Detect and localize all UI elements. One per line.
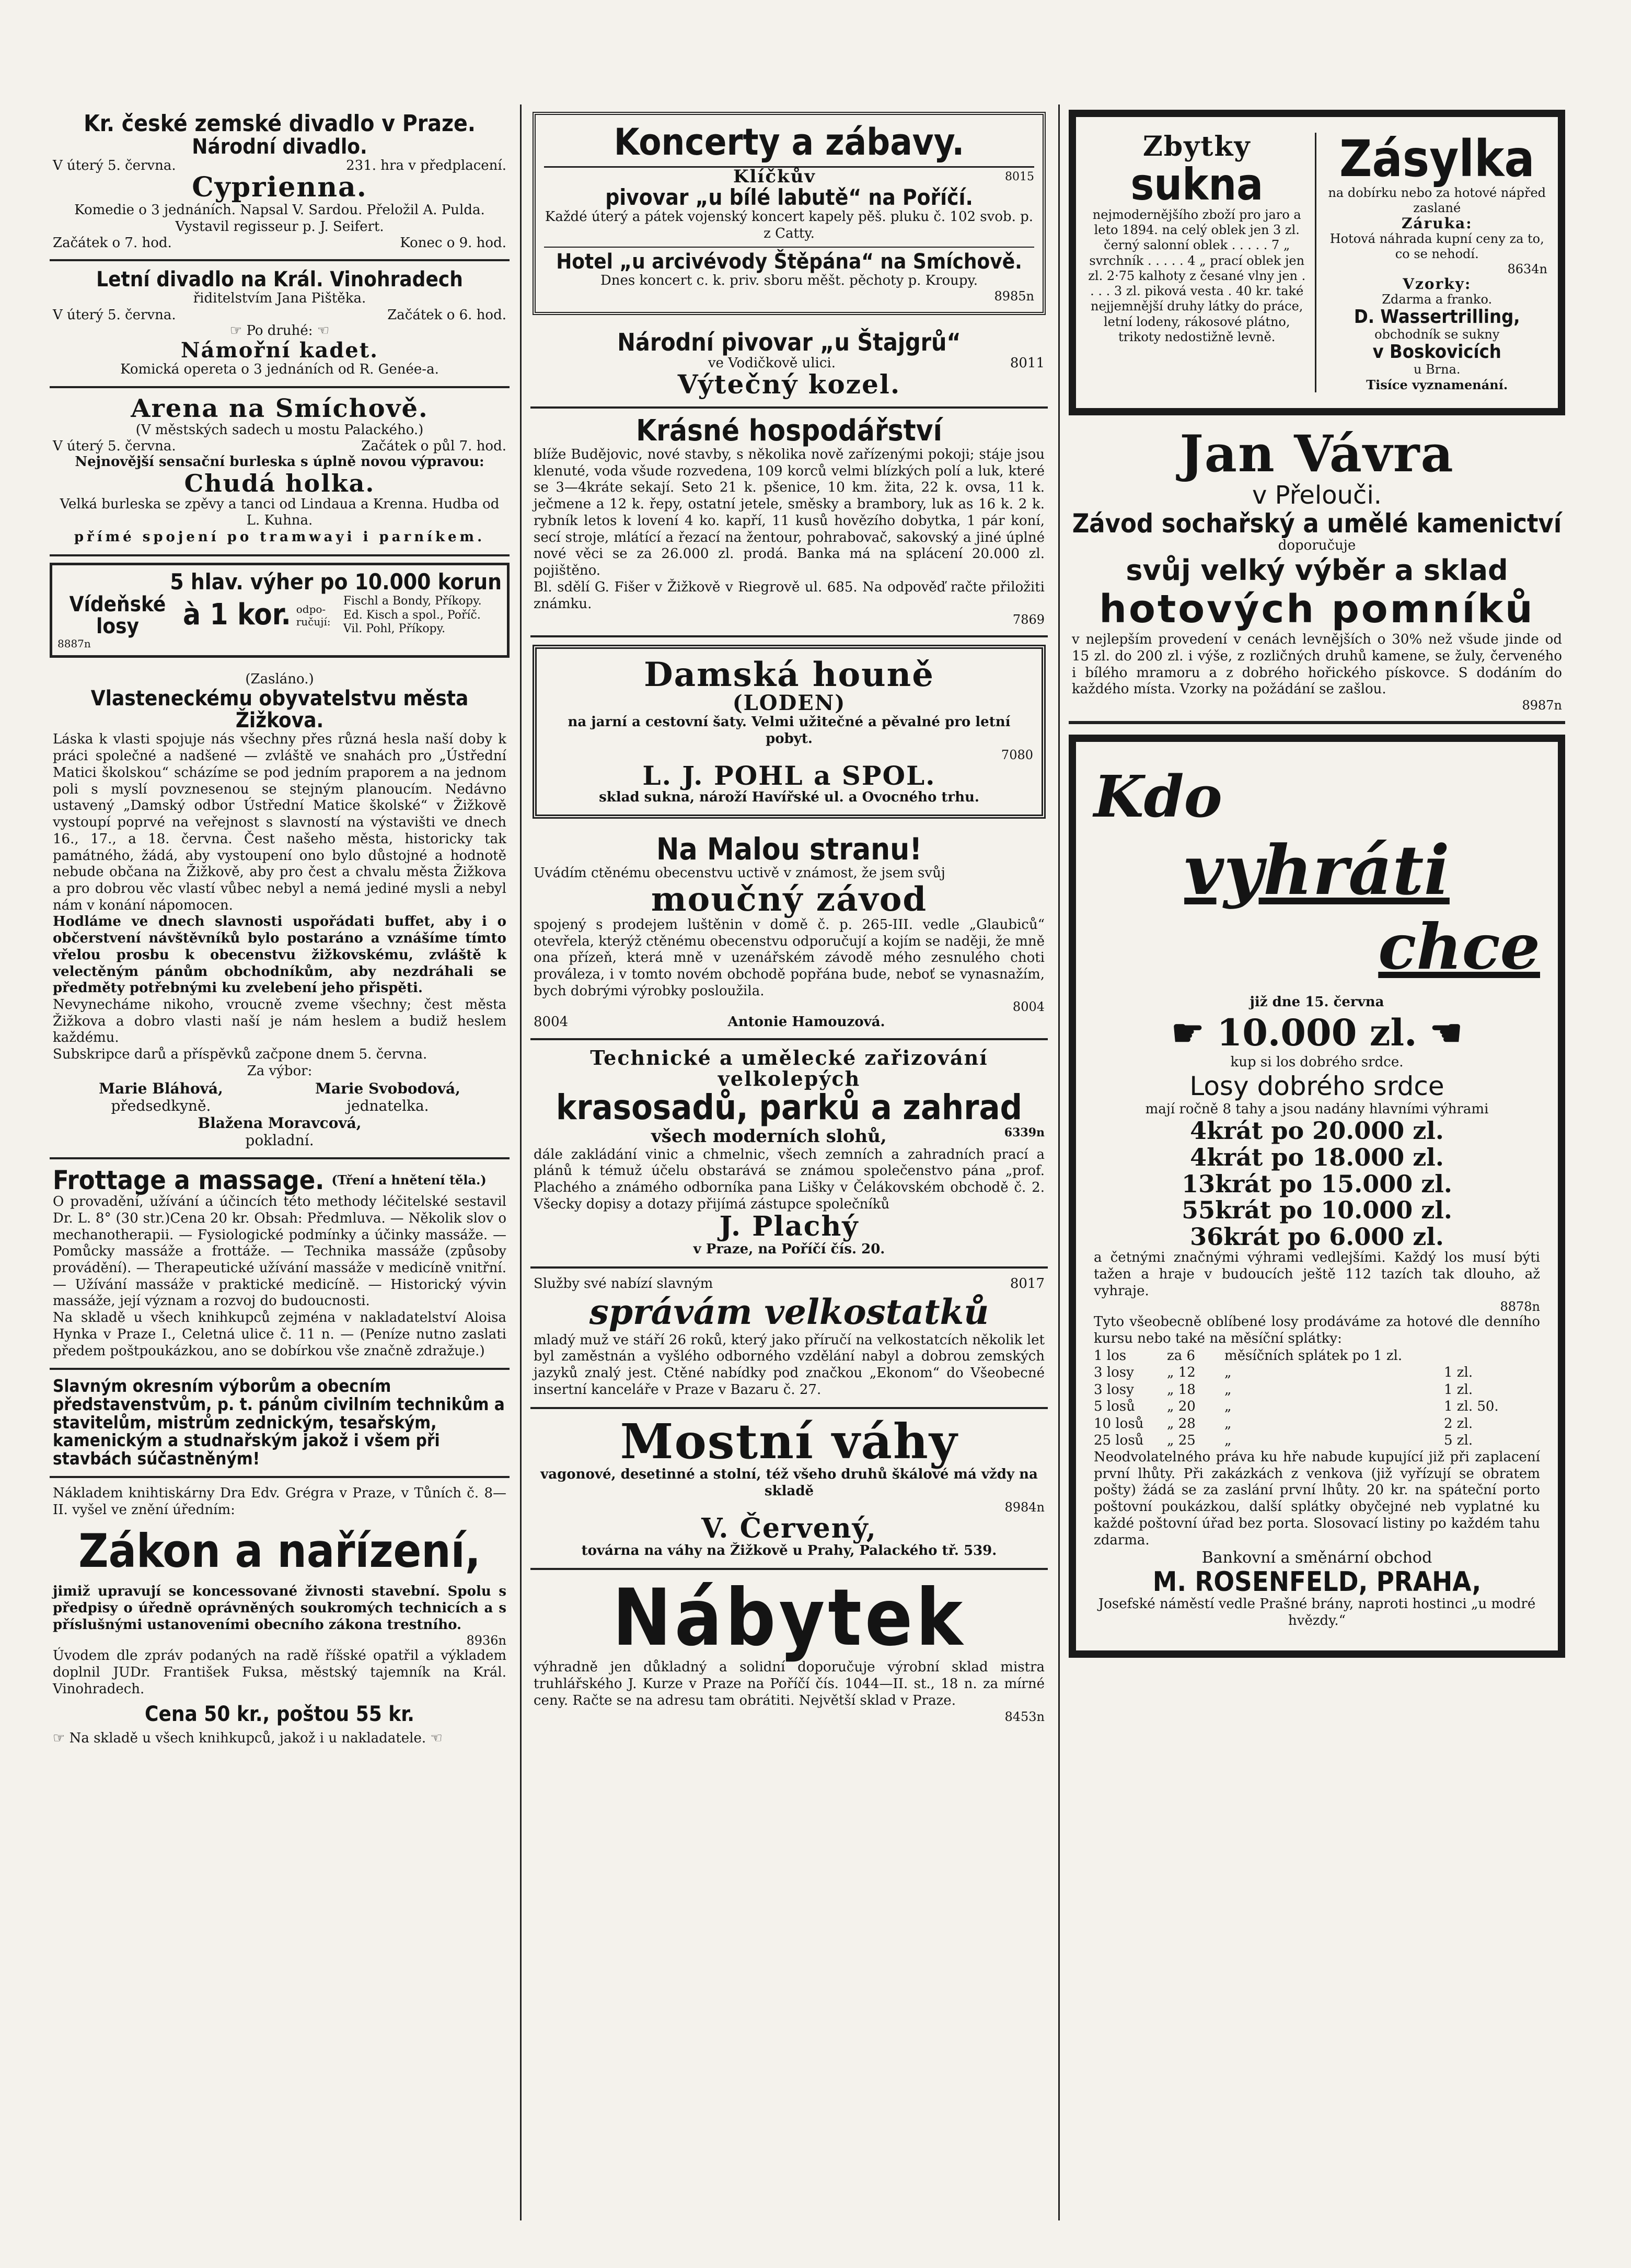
table-row: [1094, 1415, 1540, 1433]
ad-number: 8011: [1010, 355, 1045, 371]
role: předsedkyně.: [111, 1097, 211, 1114]
ad-number: 8987n: [1522, 698, 1562, 713]
director: řiditelstvím Jana Pištěka.: [193, 290, 366, 307]
date-row: [53, 307, 506, 323]
ad-title: Damská houně: [644, 655, 934, 695]
price-list: nejmodernějšího zboží pro jaro a leto 1894. na celý oblek jen 3 zl. černý salonní oblek . . . . . 7 „ svrchník . . . . . 4 „ prací oblek jen zl. 2·75 kalhoty z česané vlny jen . . . . 3 zl. piková vesta . 40 kr. také nejjemnější druhy látky do práce, letní lodeny, rákosové plátno, trikoty nedostižně levně.: [1088, 207, 1306, 344]
ad-title: Zbytky: [1142, 131, 1251, 162]
table-cell: „: [1224, 1381, 1232, 1398]
paragraph: Na skladě u všech knihkupců zejména v nakladatelství Aloisa Hynka v Praze I., Celetná ulice č. 11 n. — (Peníze nutno zaslati předem poštpoukázkou, ano se dobírkou vše značně zdražuje.): [53, 1310, 506, 1359]
table-cell: 10 losů: [1094, 1415, 1144, 1432]
sklad-text: Na skladě u všech knihkupců, jakož i u nakladatele.: [69, 1730, 426, 1746]
draw-date: již dne 15. června: [1250, 994, 1384, 1010]
ad-title: Frottage a massage.: [53, 1165, 325, 1195]
ad-zbytky-sukna: [1069, 110, 1565, 415]
ad-number: 8004: [1012, 999, 1045, 1015]
paragraph: dále zakládání vinic a chmelnic, všech zemních a zahradních prací a plánů k témuž účelu obstarává se známou společenstvo pána „prof. Plachého a známého odborníka pana Lišky v Čelákovském obchodě č. 2. Všecky dopisy a dotazy přijímá zástupce společníků: [534, 1146, 1045, 1212]
ad-title: vyhráti: [1184, 830, 1450, 911]
firm: V. Červený,: [701, 1512, 877, 1544]
address: sklad sukna, nároží Havířské ul. a Ovocného trhu.: [599, 789, 979, 806]
ad-frottage: [50, 1159, 510, 1370]
ad-number: 8017: [1010, 1275, 1045, 1292]
win-line: 4krát po 18.000 zl.: [1190, 1143, 1444, 1171]
ad-subtitle: (LODEN): [732, 691, 846, 716]
paragraph: spojený s prodejem luštěnin v domě č. p. 265-III. vedle „Glaubiců“ otevřela, kterýž ctěnému obecenstvu odporučují a kojím se naději, že mně ona přízeň, která mně v uzenářském závodě mého zesnulého choti prováleza, i v tomto novém obchodě popřána bude, neboť se vynasnažím, bych dobrými výrobky posloužila.: [534, 916, 1045, 999]
contact: Bl. sdělí G. Fišer v Žižkově v Riegrově ul. 685. Na odpověď račte přiložiti známku.: [534, 579, 1045, 612]
second-label: Po druhé:: [246, 322, 313, 339]
ad-letni-divadlo: [50, 261, 510, 388]
firms: [343, 595, 502, 636]
guarantee-label: Záruka:: [1401, 215, 1473, 232]
paragraph: mladý muž ve stáří 26 roků, který jako příručí na velkostatcích několik let byl zaměstnán a vyšlého odborného vzdělání nabyl a dobrou zemských jazyků znalý jest. Ctěné nabídky pod značkou „Ekonom“ do Všeobecné insertní kanceláře v Praze v Bazaru č. 27.: [534, 1332, 1045, 1398]
paragraph: blíže Budějovic, nové stavby, s několika nově zařízenými pokoji; stáje jsou klenuté, voda všude rozvedena, 109 korců velmi blízkých polí a luk, které se 3—4kráte sekají. Seto 21 k. pšenice, 10 km. žita, 22 k. ovsa, 11 k. ječmene a 12 k. řepy, ostatní jetele, směsky a brambory, luk as 16 k. 2 k. rybník letos k lovení 4 ko. kapří, 11 kusů hovězího dobytka, 1 pár koní, secí stroje, mlátící a řezací na žentour, pohrabovač, sakovský a jiné úplné nové věci se za 26.000 zl. prodá. Banka má na splácení 20.000 zl. pojištěno.: [534, 447, 1045, 579]
pointing-hand-icon: ☞: [229, 322, 247, 339]
second-performance: [53, 323, 506, 340]
venue-description: Každé úterý a pátek vojenský koncert kapely pěš. pluku č. 102 svob. p. z Catty.: [544, 209, 1034, 247]
table-cell: 5 zl.: [1444, 1433, 1473, 1449]
table-cell: „: [1224, 1365, 1232, 1381]
ad-nabytek: [530, 1570, 1048, 1732]
headline: hotových pomníků: [1099, 587, 1535, 632]
column-rule: [1058, 104, 1060, 2220]
ad-losy: [50, 563, 510, 658]
address: ve Vodičkově ulici.: [708, 355, 836, 371]
ad-vavra: [1069, 421, 1565, 724]
table-row: [1094, 1347, 1540, 1365]
table-cell: 1 zl.: [1444, 1365, 1473, 1381]
venue-title: Hotel „u arcivévody Štěpána“ na Smíchově.: [556, 249, 1022, 274]
city: v Přelouči.: [1252, 481, 1382, 510]
table-cell: 1 zl.: [1444, 1381, 1473, 1398]
win-line: 36krát po 6.000 zl.: [1190, 1222, 1444, 1251]
ad-zakon: [50, 1478, 510, 1755]
name: Marie Svobodová,: [315, 1079, 460, 1097]
role: jednatelka.: [346, 1097, 429, 1114]
date-row: [53, 438, 506, 454]
firm: J. Plachý: [719, 1211, 859, 1243]
samples-text: Zdarma a franko.: [1382, 292, 1493, 307]
ad-damska-houne: [533, 645, 1046, 819]
headline: svůj velký výběr a sklad: [1126, 554, 1508, 587]
paragraph: výhradně jen důkladný a solidní doporučuje výrobní sklad mistra truhlářského J. Kurze v Praze na Poříčí čís. 1044—II. st., 18 n. za mírné ceny. Račte se na adresu tam obrátiti. Největší sklad v Praze.: [534, 1659, 1045, 1708]
city: v Boskovicích: [1372, 341, 1501, 363]
signature-row: [534, 1014, 1045, 1030]
ad-krasosady: [530, 1040, 1048, 1268]
samples-label: Vzorky:: [1403, 275, 1472, 293]
paragraph: O provadění, užívání a účincích této methody léčitelské sestavil Dr. L. 8° (30 str.)Cena 20 kr. Obsah: Předmluva. — Několik slov o mechanotherapii. — Fysiologické podmínky a účinky massáže. — Pomůcky massáže a frottáže. — Technika massáže (způsoby provádění). — Therapeutické užívání massáže v medicíně vnitřní. — Užívání massáže v praktické medicíně. — Historický vývin massáže, její význam a rozvoj do budoucnosti.: [53, 1194, 506, 1309]
ad-number: 8634n: [1507, 262, 1547, 277]
start-time: Začátek o 7. hod.: [53, 235, 172, 251]
ad-number: 8015: [1005, 170, 1034, 183]
ad-number: 8936n: [466, 1633, 506, 1648]
table-cell: 25 losů: [1094, 1433, 1144, 1449]
price: à 1 kor.: [183, 598, 291, 632]
paragraph: Úvodem dle zpráv podaných na radě říšské opatřil a výkladem doplnil JUDr. František Fuksa, městský tajemník na Král. Vinohradech.: [53, 1648, 506, 1697]
paragraph: Subskripce darů a příspěvků začpone dnem 5. června.: [53, 1046, 427, 1063]
pointing-hand-icon: ☞: [53, 1730, 70, 1746]
ad-number: 8985n: [994, 289, 1034, 304]
table-cell: 1 los: [1094, 1347, 1127, 1364]
ad-title: Letní divadlo na Král. Vinohradech: [96, 267, 463, 292]
firm-type: obchodník se sukny: [1374, 327, 1500, 342]
ad-title: Kr. české zemské divadlo v Praze.: [84, 110, 476, 137]
ad-title: krasosadů, parků a zahrad: [556, 1087, 1023, 1128]
address: Josefské náměstí vedle Prašné brány, naproti hostinci „u modré hvězdy.“: [1098, 1596, 1536, 1629]
start-time: Začátek o půl 7. hod.: [361, 438, 506, 455]
win-line: 55krát po 10.000 zl.: [1182, 1196, 1452, 1225]
k1-row: [544, 168, 1034, 187]
ad-number: 7080: [1001, 747, 1033, 762]
ad-number: 8004: [534, 1014, 569, 1030]
description: na dobírku nebo za hotové nápřed zaslané: [1328, 185, 1546, 216]
firm: D. Wassertrilling,: [1354, 306, 1520, 328]
ad-stajgr: [530, 322, 1048, 409]
firm: Vil. Pohl, Příkopy.: [343, 622, 446, 635]
paragraph: jimiž upravují se koncessované živnosti stavební. Spolu s předpisy o úředně oprávněných soukromých technicích a s příslušnými ustanoveními obecního zákona trestního.: [53, 1584, 506, 1633]
buy-note: kup si los dobrého srdce.: [1230, 1054, 1404, 1070]
signature: [315, 1080, 460, 1114]
shop-type: moučný závod: [651, 879, 928, 919]
column-rule: [520, 104, 522, 2220]
ad-slavnym: [50, 1370, 510, 1478]
signature: [53, 1114, 506, 1149]
address: v Praze, na Poříčí čís. 20.: [693, 1241, 885, 1257]
firm: L. J. POHL a SPOL.: [642, 760, 936, 791]
ad-malou-stranu: [530, 826, 1048, 1040]
play-description: Komická opereta o 3 jednáních od R. Genée-a.: [120, 361, 439, 377]
ad-title: Krásné hospodářství: [636, 414, 942, 448]
beer-name: Výtečný kozel.: [677, 368, 901, 400]
signature: [99, 1080, 223, 1114]
table-cell: „ 20: [1167, 1399, 1196, 1415]
paragraph: Neodvolatelného práva ku hře nabude kupující již při zaplacení první lhůty. Při zakázkách z venkova (již vyřízují se obratem pošty) žádá se za zaslání první lhůty. 20 kr. na spáteční porto poštovní poukázkou, další splátky obyčejné neb vyplatné ku každé poštovní úřad bez porta. Slosovací listiny po každém tahu zdarma.: [1094, 1449, 1540, 1548]
ad-title: Kdo: [1094, 763, 1222, 831]
column-1: [50, 104, 510, 1755]
play-title: Cyprienna.: [192, 171, 367, 204]
time-row: [53, 235, 506, 251]
pointing-hand-icon: ☜: [426, 1730, 443, 1746]
ad-title: chce: [1378, 910, 1540, 984]
paragraph: Nevynecháme nikoho, vroucně zveme všechny; čest města Žižkova a dobro vlasti naší je nám heslem a budiž heslem každému.: [53, 996, 506, 1046]
title-row: [53, 1167, 506, 1194]
firm: M. ROSENFELD, PRAHA,: [1152, 1566, 1482, 1598]
venue-title: pivovar „u bílé labutě“ na Poříčí.: [605, 184, 973, 211]
subtitle: Závod sochařský a umělé kamenictví: [1072, 508, 1562, 539]
ad-number: 8887n: [57, 637, 91, 650]
ad-hospodarstvi: [530, 409, 1048, 637]
date: V úterý 5. června.: [53, 307, 176, 323]
ad-velkostatky: [530, 1269, 1048, 1409]
ad-title: Nábytek: [612, 1572, 966, 1664]
sklad-row: [53, 1730, 506, 1747]
table-cell: 2 zl.: [1444, 1415, 1473, 1432]
ad-number: 8878n: [1500, 1299, 1540, 1315]
column-3: [1069, 104, 1565, 1663]
price: Cena 50 kr., poštou 55 kr.: [145, 1702, 414, 1726]
table-row: [1094, 1432, 1540, 1449]
table-row: [1094, 1398, 1540, 1415]
ad-heading: Technické a umělecké zařizování velkolepých: [590, 1046, 988, 1091]
win-line: 13krát po 15.000 zl.: [1182, 1169, 1452, 1198]
recommend: doporučuje: [1278, 537, 1356, 553]
prize-row: [1094, 1011, 1540, 1054]
table-cell: 1 zl. 50.: [1444, 1399, 1499, 1415]
awards: Tisíce vyznamenání.: [1366, 377, 1508, 393]
play-description: Komedie o 3 jednáních. Napsal V. Sardou. Přeložil A. Pulda. Vystavil regisseur p. J. Seifert.: [74, 202, 485, 235]
zbytky-panel: [1086, 133, 1316, 392]
paragraph: Nákladem knihtiskárny Dra Edv. Grégra v Praze, v Tůních č. 8—II. vyšel ve znění úředním:: [53, 1485, 506, 1518]
ad-title: Zásylka: [1339, 130, 1535, 188]
play-title: Chudá holka.: [184, 469, 375, 498]
ad-title: Arena na Smíchově.: [131, 394, 429, 424]
win-line: 4krát po 20.000 zl.: [1190, 1116, 1444, 1145]
style-row: [534, 1126, 1045, 1147]
pointing-hand-icon: ☛: [1171, 1010, 1217, 1054]
table-cell: „ 12: [1167, 1365, 1196, 1381]
table-cell: „: [1224, 1433, 1232, 1449]
sell-label: odpo-ručují:: [296, 602, 331, 628]
brewery-owner: Klíčkův: [733, 166, 816, 187]
end-time: Konec o 9. hod.: [400, 235, 506, 251]
label: (Zasláno.): [245, 671, 314, 687]
place: (V městských sadech u mostu Palackého.): [135, 422, 424, 438]
ad-subtitle: Národní divadlo.: [192, 135, 367, 159]
table-cell: 3 losy: [1094, 1365, 1134, 1381]
installment-table: [1094, 1347, 1540, 1449]
table-cell: 5 losů: [1094, 1399, 1135, 1415]
paragraph: Uvádím ctěnému obecenstvu uctivě v známost, že jsem svůj: [534, 865, 945, 881]
ad-title: Na Malou stranu!: [656, 831, 922, 867]
ad-title: správám velkostatků: [589, 1291, 989, 1332]
description: vagonové, desetinné a stolní, též všeho druhů škálové má vždy na skladě: [540, 1467, 1038, 1499]
name: Marie Bláhová,: [99, 1079, 223, 1097]
play-description: Velká burleska se zpěvy a tanci od Lindaua a Krenna. Hudba od L. Kuhna.: [60, 496, 500, 529]
ad-title: Jan Vávra: [1179, 424, 1454, 484]
ad-arena: [50, 388, 510, 556]
ad-kdo-vyhrati: [1069, 735, 1565, 1658]
bank-label: Bankovní a směnární obchod: [1201, 1549, 1432, 1567]
paragraph: Tyto všeobecně oblíbené losy prodáváme za hotové dle denního kursu nebo také na měsíční splátky:: [1094, 1314, 1540, 1347]
signatures: [53, 1080, 506, 1114]
committee-label: Za výbor:: [247, 1063, 313, 1079]
ad-title: Vlasteneckému obyvatelstvu města Žižkova.: [90, 687, 469, 733]
ad-title: Koncerty a zábavy.: [544, 123, 1034, 168]
table-cell: měsíčních splátek po 1 zl.: [1224, 1347, 1403, 1364]
lottery-name: Vídeňské losy: [69, 592, 166, 638]
ad-title: Mostní váhy: [620, 1413, 958, 1470]
table-row: [1094, 1364, 1540, 1381]
table-cell: 3 losy: [1094, 1381, 1134, 1398]
table-cell: za 6: [1167, 1347, 1196, 1364]
ad-title: Slavným okresním výborům a obecním představenstvům, p. t. pánům civilním technikům a stavitelům, mistrům zednickým, tesařským, kamenickým a studnařským jakož i všem při stavbách súčastněným!: [53, 1376, 505, 1469]
paragraph: v nejlepším provedení v cenách levnějších o 30% než všude jinde od 15 zl. do 200 zl. i výše, z rozličných druhů kamene, se žuly, červeného i bílého mramoru a z dobrého hořického pískovce. S dodáním do každého místa. Vzorky na požádání se zašlou.: [1072, 632, 1562, 697]
ad-koncerty: [533, 112, 1046, 315]
prize: 10.000 zl.: [1217, 1010, 1417, 1054]
ad-number: 6339n: [1004, 1125, 1045, 1139]
signature: Antonie Hamouzová.: [727, 1014, 885, 1030]
date: V úterý 5. června.: [53, 158, 176, 174]
paragraph: Hodláme ve dnech slavnosti uspořádati buffet, aby i o občerstvení návštěvníků bylo postaráno a vznášíme tímto vřelou prosbu k obecenstvu žižkovskému, zvláště k velectěným pánům obchodníkům, aby nezdráhali se předměty potřebnými ku zvelebení jeho přispěti.: [53, 914, 506, 996]
pointing-hand-icon: ☚: [1417, 1010, 1463, 1054]
ad-divadlo: [50, 104, 510, 261]
paragraph: a četnými značnými výhrami vedlejšími. Každý los musí býti tažen a hraje v budoucích ještě 112 tazích tak dlouho, až vyhraje.: [1094, 1250, 1540, 1299]
address: továrna na váhy na Žižkově u Prahy, Palackého tř. 539.: [581, 1543, 997, 1559]
subtitle: všech moderních slohů,: [651, 1125, 887, 1147]
table-cell: „: [1224, 1415, 1232, 1432]
intro-row: [534, 1276, 1045, 1292]
venue-description: Dnes koncert c. k. priv. sboru měšt. pěchoty p. Kroupy.: [600, 272, 978, 288]
ad-number: 7869: [1012, 612, 1045, 627]
table-row: [1094, 1381, 1540, 1399]
city-note: u Brna.: [1413, 362, 1461, 377]
ad-number: 8984n: [1004, 1499, 1045, 1515]
ad-title: Národní pivovar „u Štajgrů“: [617, 328, 961, 357]
firm: Fischl a Bondy, Příkopy.: [343, 595, 482, 608]
play-intro: Nejnovější sensační burleska s úplně novou výpravou:: [75, 454, 484, 470]
pointing-hand-icon: ☜: [313, 322, 330, 339]
transport-note: přímé spojení po tramwayi i parníkem.: [74, 529, 485, 545]
zasilka-panel: [1327, 130, 1548, 393]
table-cell: „ 18: [1167, 1381, 1196, 1398]
prize-line: 5 hlav. výher po 10.000 korun: [170, 568, 502, 595]
start-time: Začátek o 6. hod.: [387, 307, 506, 323]
lottery-name: Losy dobrého srdce: [1189, 1071, 1444, 1101]
losy-row: [57, 594, 502, 637]
column-2: [530, 104, 1048, 1732]
date: V úterý 5. června.: [53, 438, 176, 455]
ad-title: Zákon a nařízení,: [78, 1523, 481, 1578]
table-cell: „ 25: [1167, 1433, 1196, 1449]
firm: Ed. Kisch a spol., Poříč.: [343, 608, 481, 622]
intro: Služby své nabízí slavným: [534, 1275, 713, 1292]
ad-title: sukna: [1130, 158, 1264, 210]
ad-number: 8453n: [1004, 1709, 1045, 1724]
table-cell: [1444, 1347, 1517, 1365]
name: Blažena Moravcová,: [198, 1114, 362, 1132]
newspaper-page: [50, 104, 1565, 2220]
ad-mostni-vahy: [530, 1409, 1048, 1570]
guarantee-text: Hotová náhrada kupní ceny za to, co se nehodí.: [1329, 231, 1544, 261]
performance-number: 231. hra v předplacení.: [346, 158, 506, 174]
table-cell: „ 28: [1167, 1415, 1196, 1432]
table-cell: „: [1224, 1399, 1232, 1415]
role: pokladní.: [245, 1131, 314, 1149]
description: na jarní a cestovní šaty. Velmi užitečné a pěvalné pro letní pobyt.: [568, 714, 1011, 747]
paragraph: Láska k vlasti spojuje nás všechny přes různá hesla naší doby k práci společné a nadšené — zvláště ve snahách pro „Ústřední Matici školskou“ scházíme se pod jedním praporem a na jednom poli s myslí povznesenou se stejným planoucím. Nedávno ustavený „Damský odbor Ústřední Matice školské“ v Žižkově vystoupí poprvé na veřejnost s slavností na výstavišti ve dnech 16., 17., a 18. června. Čest našeho města, historicky tak památného, žádá, aby vystoupení ono bylo důstojné a hodnotě nebude občana na Žižkově, aby pro čest a chvalu města Žižkova a pro dobrou věc vlastí vůbec nebyl a nemá jediné mysli a nebyl nám v konání nápomocen.: [53, 731, 506, 913]
paragraph: mají ročně 8 tahy a jsou nadány hlavními výhrami: [1145, 1101, 1489, 1117]
ad-zaslano: [50, 664, 510, 1159]
aside: (Tření a hnětení těla.): [331, 1172, 487, 1188]
play-title: Námořní kadet.: [180, 338, 379, 363]
